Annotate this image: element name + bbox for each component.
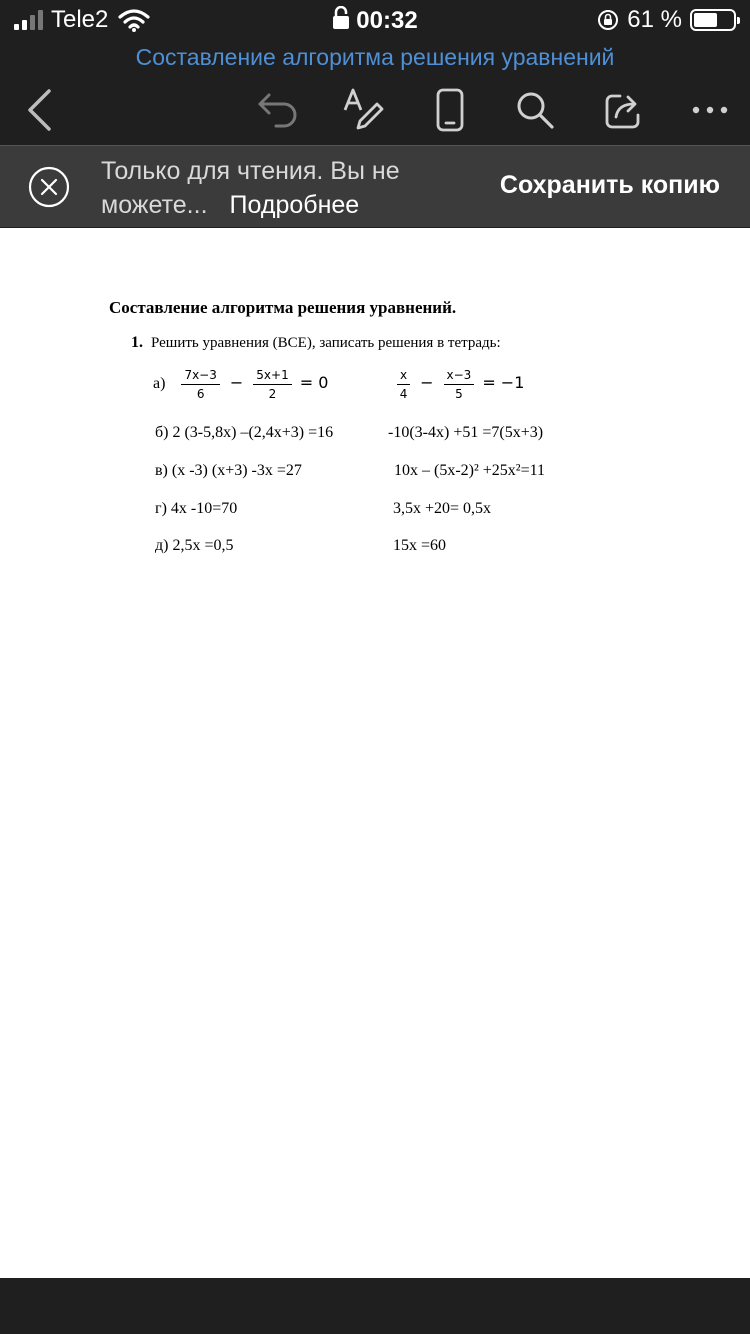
denominator: 5 bbox=[455, 387, 463, 401]
battery-percent: 61 % bbox=[627, 6, 682, 33]
equation-left: в) (х -3) (х+3) -3х =27 bbox=[155, 462, 302, 479]
search-icon bbox=[515, 90, 555, 130]
orientation-lock-icon bbox=[597, 9, 619, 31]
read-only-message bbox=[101, 154, 451, 222]
undo-button[interactable] bbox=[250, 82, 306, 138]
chevron-left-icon bbox=[25, 88, 55, 132]
back-button[interactable] bbox=[12, 82, 68, 138]
share-icon bbox=[604, 90, 644, 130]
bottom-bar bbox=[0, 1278, 750, 1334]
search-button[interactable] bbox=[507, 82, 563, 138]
document-title[interactable]: Составление алгоритма решения уравнений bbox=[135, 44, 615, 70]
numerator: x−3 bbox=[444, 368, 475, 385]
fraction bbox=[444, 368, 475, 401]
task-text: Решить уравнения (ВСЕ), записать решения в тетрадь: bbox=[151, 335, 501, 351]
minus-sign: − bbox=[229, 373, 244, 393]
equation-right: 10х – (5х-2)² +25х²=11 bbox=[394, 462, 546, 479]
undo-icon bbox=[256, 90, 300, 130]
more-info-link[interactable]: Подробнее bbox=[229, 191, 360, 219]
equation-a-left bbox=[153, 368, 328, 401]
equation-left: д) 2,5х =0,5 bbox=[155, 537, 234, 554]
denominator: 6 bbox=[196, 387, 205, 401]
numerator: 5x+1 bbox=[253, 368, 291, 385]
fraction bbox=[397, 368, 410, 401]
document-page bbox=[0, 228, 750, 1278]
fraction bbox=[181, 368, 219, 401]
close-icon[interactable] bbox=[28, 166, 70, 208]
phone-icon bbox=[435, 88, 465, 132]
equation-rhs: = −1 bbox=[482, 373, 525, 393]
lock-icon bbox=[332, 6, 350, 30]
equation-rhs: = 0 bbox=[299, 373, 329, 393]
numerator: 7x−3 bbox=[181, 368, 219, 385]
task-number: 1. bbox=[131, 334, 143, 351]
task-statement bbox=[131, 334, 501, 352]
save-copy-button[interactable]: Сохранить копию bbox=[499, 171, 720, 199]
equation-label: а) bbox=[153, 375, 166, 393]
clock: 00:32 bbox=[356, 7, 418, 34]
denominator: 4 bbox=[399, 387, 408, 401]
fraction bbox=[253, 368, 291, 401]
equation-a-right bbox=[397, 368, 524, 401]
battery-icon bbox=[690, 9, 736, 31]
toolbar bbox=[0, 74, 750, 144]
pen-text-icon bbox=[341, 88, 385, 132]
denominator: 2 bbox=[268, 387, 277, 401]
draw-button[interactable] bbox=[335, 82, 391, 138]
equation-right: 3,5х +20= 0,5х bbox=[393, 500, 492, 517]
status-bar bbox=[0, 0, 750, 40]
read-only-text: Только для чтения. Вы не можете... bbox=[101, 157, 400, 219]
mobile-view-button[interactable] bbox=[422, 82, 478, 138]
equation-left: г) 4х -10=70 bbox=[155, 500, 238, 517]
more-button[interactable] bbox=[682, 82, 738, 138]
equation-left: б) 2 (3-5,8х) –(2,4х+3) =16 bbox=[155, 424, 334, 441]
numerator: x bbox=[397, 368, 410, 385]
equation-right: -10(3-4х) +51 =7(5х+3) bbox=[388, 424, 544, 441]
minus-sign: − bbox=[420, 373, 434, 393]
read-only-banner bbox=[0, 145, 750, 227]
carrier-name: Tele2 bbox=[51, 6, 109, 33]
equation-right: 15х =60 bbox=[393, 537, 447, 554]
document-heading: Составление алгоритма решения уравнений. bbox=[109, 298, 457, 317]
more-icon bbox=[690, 105, 730, 115]
share-button[interactable] bbox=[596, 82, 652, 138]
